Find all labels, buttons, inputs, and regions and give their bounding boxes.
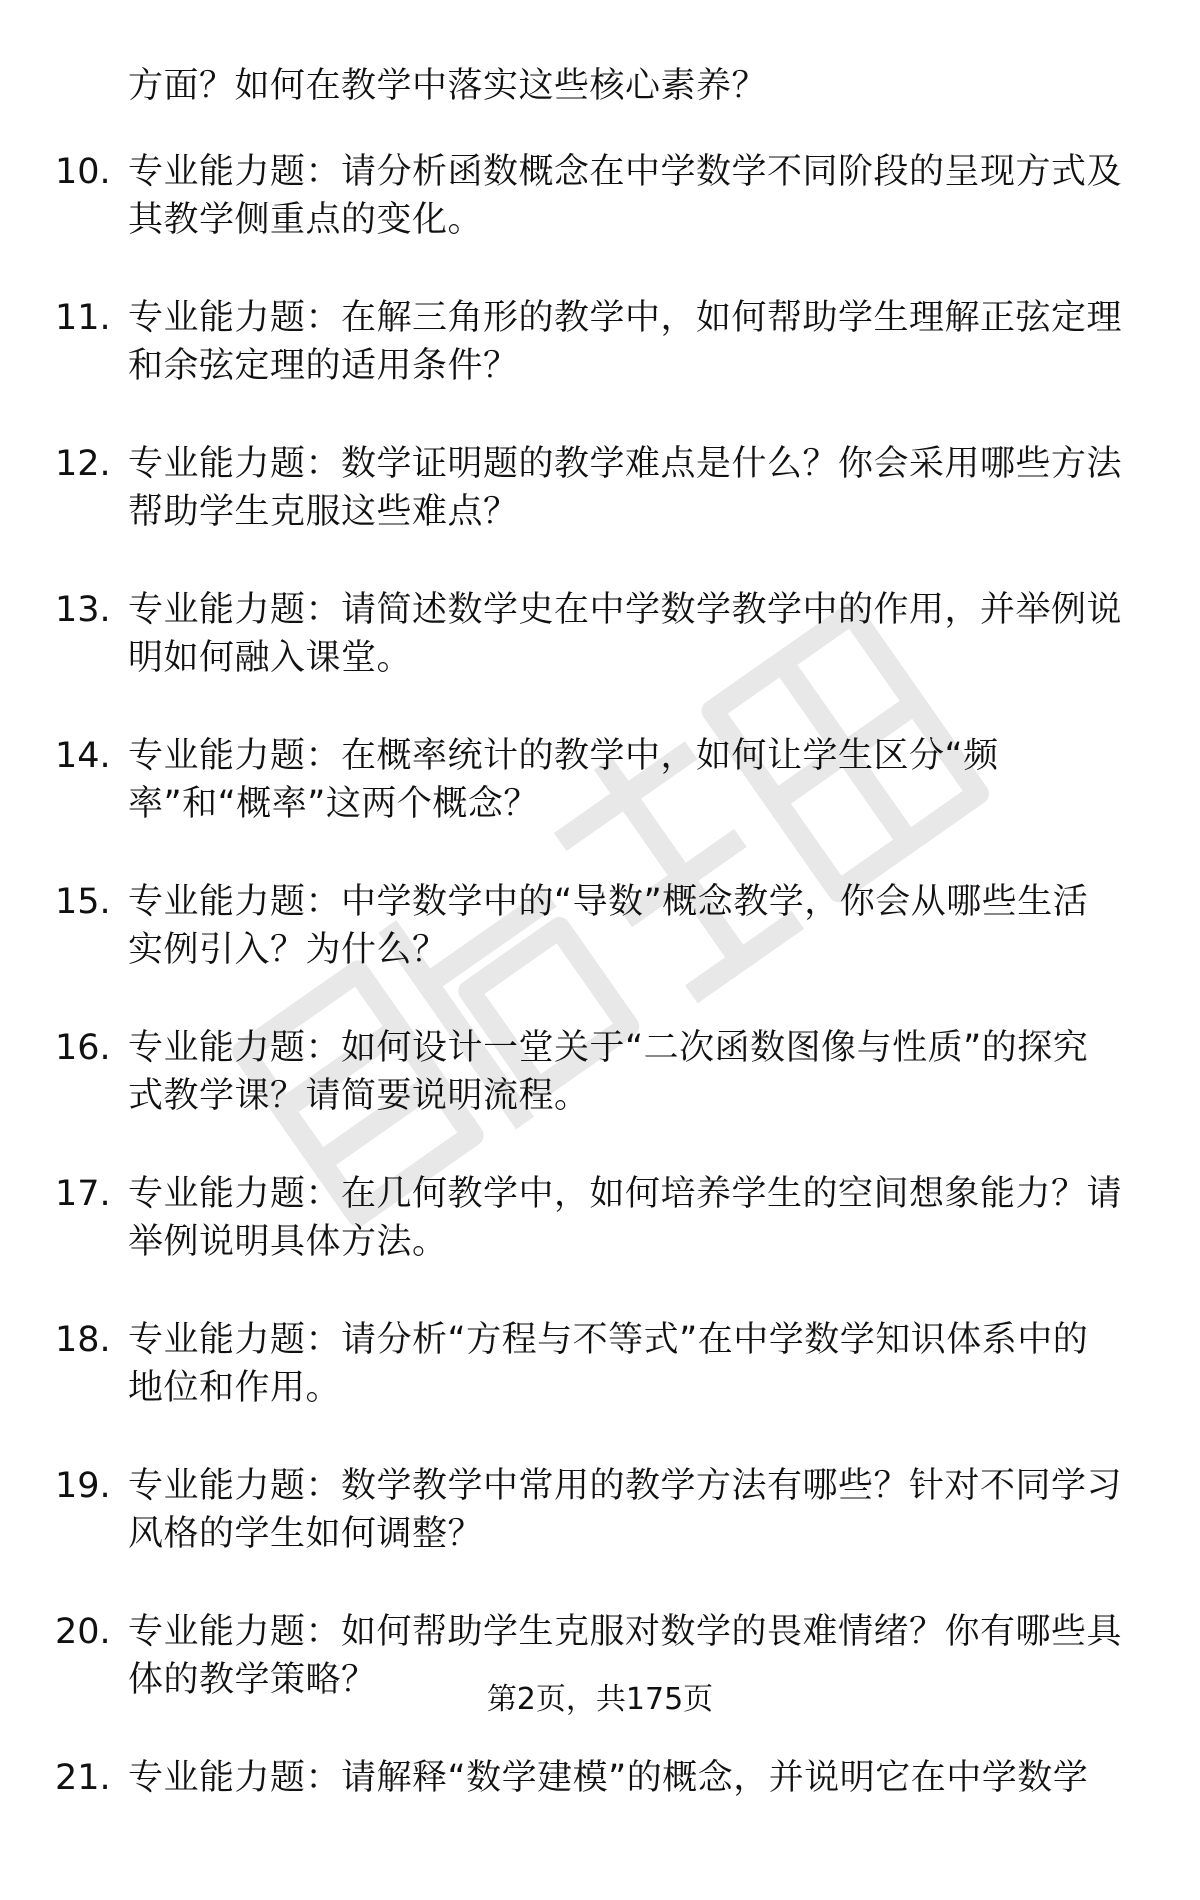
item-text-line: 率”和“概率”这两个概念？ [128, 784, 539, 824]
item-text [128, 1024, 1138, 1120]
item-number: 18. [55, 1320, 111, 1360]
item-text [128, 1462, 1138, 1558]
list-item [0, 148, 1200, 294]
item-text [128, 440, 1138, 536]
item-text-line: 实例引入？为什么？ [128, 930, 448, 970]
item-number: 10. [55, 152, 111, 192]
item-text-line: 地位和作用。 [128, 1368, 342, 1408]
list-item [0, 440, 1200, 586]
item-number: 16. [55, 1028, 111, 1068]
item-text-line: 专业能力题：请分析函数概念在中学数学不同阶段的呈现方式及 [128, 152, 1123, 192]
item-text [128, 586, 1138, 682]
item-number: 12. [55, 444, 111, 484]
item-number: 19. [55, 1466, 111, 1506]
item-text-line: 专业能力题：在解三角形的教学中，如何帮助学生理解正弦定理 [128, 298, 1123, 338]
list-item [0, 732, 1200, 878]
item-text-line: 其教学侧重点的变化。 [128, 200, 484, 240]
list-item [0, 1170, 1200, 1316]
item-text [128, 732, 1138, 828]
item-number: 11. [55, 298, 111, 338]
item-text-line: 专业能力题：数学证明题的教学难点是什么？你会采用哪些方法 [128, 444, 1123, 484]
question-list [0, 148, 1200, 1900]
list-item [0, 586, 1200, 732]
item-number: 17. [55, 1174, 111, 1214]
item-text-line: 专业能力题：如何设计一堂关于“二次函数图像与性质”的探究 [128, 1028, 1089, 1068]
item-text [128, 1754, 1138, 1802]
item-text-line: 专业能力题：请解释“数学建模”的概念，并说明它在中学数学 [128, 1758, 1089, 1798]
list-item [0, 1316, 1200, 1462]
list-item [0, 1754, 1200, 1900]
item-text-line: 专业能力题：在概率统计的教学中，如何让学生区分“频 [128, 736, 999, 776]
item-text-line: 式教学课？请简要说明流程。 [128, 1076, 590, 1116]
item-text-line: 举例说明具体方法。 [128, 1222, 448, 1262]
item-text-line: 专业能力题：在几何教学中，如何培养学生的空间想象能力？请 [128, 1174, 1123, 1214]
item-text-line: 专业能力题：请简述数学史在中学数学教学中的作用，并举例说 [128, 590, 1123, 630]
item-text-line: 专业能力题：如何帮助学生克服对数学的畏难情绪？你有哪些具 [128, 1612, 1123, 1652]
item-number: 13. [55, 590, 111, 630]
continuation-text: 方面？如何在教学中落实这些核心素养？ [128, 66, 768, 106]
item-number: 14. [55, 736, 111, 776]
item-number: 21. [55, 1758, 111, 1798]
item-text-line: 和余弦定理的适用条件？ [128, 346, 519, 386]
item-text [128, 148, 1138, 244]
item-text-line: 体的教学策略？ [128, 1660, 377, 1700]
item-text-line: 风格的学生如何调整？ [128, 1514, 484, 1554]
list-item [0, 1024, 1200, 1170]
list-item [0, 294, 1200, 440]
page-footer: 第2页，共175页 [486, 1682, 714, 1717]
item-text [128, 294, 1138, 390]
item-text [128, 878, 1138, 974]
item-text [128, 1316, 1138, 1412]
item-text-line: 专业能力题：请分析“方程与不等式”在中学数学知识体系中的 [128, 1320, 1089, 1360]
item-text-line: 专业能力题：数学教学中常用的教学方法有哪些？针对不同学习 [128, 1466, 1123, 1506]
list-item [0, 1462, 1200, 1608]
item-text-line: 明如何融入课堂。 [128, 638, 413, 678]
list-item [0, 878, 1200, 1024]
item-number: 20. [55, 1612, 111, 1652]
item-text-line: 专业能力题：中学数学中的“导数”概念教学，你会从哪些生活 [128, 882, 1089, 922]
item-text-line: 帮助学生克服这些难点？ [128, 492, 519, 532]
item-text [128, 1170, 1138, 1266]
item-number: 15. [55, 882, 111, 922]
